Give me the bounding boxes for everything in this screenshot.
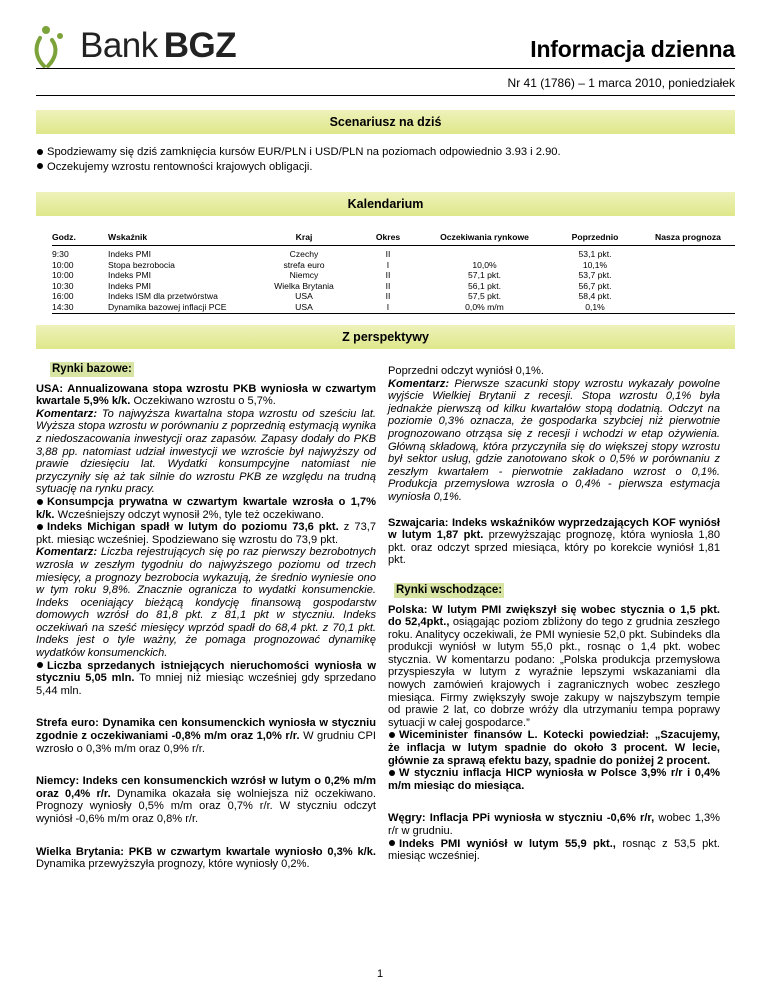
logo-wordmark	[80, 26, 236, 66]
cell-indicator: Stopa bezrobocia	[108, 259, 175, 270]
paragraph-michigan-comment	[36, 546, 376, 659]
body-text: W styczniu inflacja HICP wyniosła w Polsce 3,9% r/r i 0,4% m/m miesiąc do miesiąca.	[388, 767, 720, 792]
bullet-icon	[389, 770, 395, 776]
body-text: przewyższając prognozę, która wyniosła 1,80 pkt. oraz odczyt sprzed miesiąca, który po korekcie wyniósł 1,81 pkt.	[388, 529, 720, 567]
headline: Niemcy: Indeks cen konsumenckich wzrósł w lutym o 0,2% m/m oraz 0,4% r/r.	[36, 775, 376, 800]
body-text: Dynamika przewyższyła prognozy, które wyniosły 0,2%.	[36, 858, 310, 871]
cell-period: II	[385, 280, 391, 291]
cell-country: strefa euro	[283, 259, 325, 270]
cell-forecast	[641, 291, 735, 302]
headline: Polska: W lutym PMI zwiększył się wobec stycznia o 1,5 pkt. do 52,4pkt.,	[388, 603, 720, 629]
body-text: To mniej niż miesiąc wcześniej gdy sprzedano 5,44 mln.	[36, 672, 377, 697]
cell-forecast	[641, 302, 735, 313]
bgz-logo-icon	[30, 22, 80, 72]
cell-indicator: Indeks PMI	[108, 280, 151, 291]
paragraph-poland-hicp	[388, 767, 720, 792]
paragraph-eurozone	[36, 717, 376, 755]
headline: Strefa euro: Dynamika cen konsumenckich wyniosła w styczniu zgodnie z oczekiwaniami -0,8% m/m oraz 1,0% r/r.	[36, 717, 376, 743]
cell-expectations: 57,1 pkt.	[468, 270, 501, 281]
col-header-country: Kraj	[252, 229, 356, 246]
col-header-forecast: Nasza prognoza	[641, 229, 735, 246]
col-header-expectations: Oczekiwania rynkowe	[420, 229, 549, 246]
cell-forecast	[641, 281, 735, 292]
body-text: Wiceminister finansów L. Kotecki powiedział: „Szacujemy, że inflacja w lutym spadnie do około 3 procent. W lecie, głównie za sprawą efektu bazy, spadnie do poniżej 2 procent.	[388, 729, 720, 767]
scenario-item-text: Spodziewamy się dziś zamknięcia kursów EUR/PLN i USD/PLN na poziomach odpowiednio 3.93 i 2.90.	[47, 146, 561, 158]
cell-time: 10:00	[52, 259, 74, 270]
paragraph-poland-minister	[388, 729, 720, 767]
scenario-list	[36, 145, 735, 174]
paragraph-home-sales	[36, 660, 376, 698]
cell-expectations: 0,0% m/m	[420, 302, 549, 313]
paragraph-uk-continued: Poprzedni odczyt wyniósł 0,1%.	[388, 365, 545, 377]
cell-indicator: Indeks PMI	[108, 249, 151, 259]
col-header-period: Okres	[356, 229, 420, 246]
paragraph-uk	[36, 846, 376, 871]
table-row	[52, 246, 735, 260]
calendar-table	[52, 229, 735, 314]
paragraph-usa-comment	[36, 408, 376, 496]
paragraph-switzerland	[388, 517, 720, 567]
cell-previous: 58,4 pkt.	[578, 291, 612, 302]
cell-country: Wielka Brytania	[274, 280, 334, 291]
scenario-item	[36, 145, 735, 160]
body-text: wobec 1,3% r/r w grudniu.	[388, 812, 720, 837]
cell-time: 9:30	[52, 249, 69, 259]
cell-expectations	[420, 246, 549, 260]
cell-period: II	[385, 270, 391, 281]
cell-previous: 10,1%	[582, 259, 608, 270]
subtitle-divider	[36, 95, 735, 96]
headline: Indeks PMI wyniósł w lutym 55,9 pkt.,	[399, 837, 616, 850]
body-text: osiągając poziom zbliżony do tego z grudnia zeszłego roku. Analitycy oczekiwali, że PMI wyniesie 52,0 pkt. Subindeks dla produkcji wyniósł w lutym 55,0 pkt., rosnąc o 1,4 pkt. wobec stycznia. W komentarzu podano: „Polska produkcja przemysłowa przyspieszyła w lutym z wyraźnie lepszymi wskazaniami dla nowych zamówień krajowych i zagranicznych wobec zeszłego miesiąca. Firmy zwiększyły swoje zakupy w najszybszym tempie od prawie 2 lat, co dobrze wróży dla utrzymaniu tempa poprawy sytuacji w całej gospodarce.”	[388, 616, 720, 729]
table-row	[52, 260, 735, 271]
comment-text: Pierwsze szacunki stopy wzrostu wykazały powolne wyjście Wielkiej Brytanii z recesji. Stopa wzrostu 0,1% była jednakże pierwszą od kilku kwartałów stopą dodatnią. Odczyt na poziomie 0,3% oznacza, że gospodarka szybciej niż pierwotnie prognozowano otrząsa się z recesji i wchodzi w etap ożywienia. Główną składową, która przyczyniła się do większej stopy wzrostu był sektor usług, gdzie zanotowano skok o 0,5% w porównaniu z zeszłym kwartałem - pierwotnie zakładano wzrost o 0,1%. Produkcja przemysłowa wzrosła o 0,4% - pierwsza estymacja wyniosła 0,1%.	[388, 377, 720, 503]
body-text: Oczekiwano wzrostu o 5,7%.	[130, 395, 276, 408]
headline: Szwajcaria: Indeks wskaźników wyprzedzających KOF wyniósł w lutym 1,87 pkt.	[388, 516, 720, 542]
scenario-item	[36, 160, 735, 175]
document-subtitle: Nr 41 (1786) – 1 marca 2010, poniedziałek	[507, 76, 735, 90]
cell-country: USA	[252, 302, 356, 313]
scenario-item-text: Oczekujemy wzrostu rentowności krajowych obligacji.	[47, 160, 313, 173]
bullet-icon	[37, 149, 43, 155]
comment-label: Komentarz:	[388, 377, 450, 390]
right-column	[388, 365, 720, 863]
comment-label: Komentarz:	[36, 546, 98, 559]
cell-indicator: Dynamika bazowej inflacji PCE	[108, 302, 252, 313]
calendar-header-row	[52, 229, 735, 246]
document-title: Informacja dzienna	[530, 36, 735, 62]
body-text: rosnąc z 53,5 pkt. miesiąc wcześniej.	[388, 837, 720, 863]
paragraph-michigan	[36, 521, 376, 546]
paragraph-hungary-pmi	[388, 838, 720, 863]
body-text: Wcześniejszy odczyt wynosił 2%, tyle też oczekiwano.	[54, 508, 324, 521]
cell-time: 10:30	[52, 280, 74, 291]
bullet-icon	[37, 499, 43, 505]
paragraph-uk-comment	[388, 378, 720, 504]
cell-forecast	[641, 246, 735, 260]
bullet-icon	[389, 840, 395, 846]
headline: Węgry: Inflacja PPi wyniosła w styczniu -0,6% r/r,	[388, 812, 655, 825]
section-header-perspectives: Z perspektywy	[36, 325, 735, 349]
table-row	[52, 291, 735, 302]
comment-label: Komentarz:	[36, 407, 98, 420]
cell-previous: 56,7 pkt.	[578, 280, 612, 291]
cell-country: Czechy	[289, 249, 319, 259]
cell-previous: 53,7 pkt.	[578, 270, 612, 281]
cell-previous: 0,1%	[549, 302, 641, 313]
cell-indicator: Indeks PMI	[108, 270, 151, 281]
logo-word-bgz: BGZ	[163, 26, 237, 65]
body-text: W grudniu CPI wzrosło o 0,3% m/m oraz 0,9% r/r.	[36, 730, 377, 755]
logo-word-bank: Bank	[80, 26, 158, 65]
cell-country: Niemcy	[289, 270, 319, 281]
cell-expectations: 56,1 pkt.	[468, 280, 501, 291]
cell-indicator: Indeks ISM dla przetwórstwa	[108, 291, 218, 302]
comment-text: To najwyższa kwartalna stopa wzrostu od sześciu lat. Wyższa stopa wzrostu w porównaniu z poprzednią estymacją wynika z niedoszacowania inwestycji oraz zapasów. Zapasy dodały do PKB 3,88 pp. natomiast udział inwestycji we wzroście był najwyższy od prawie dziesięciu lat. Wydatki konsumpcyjne natomiast nie przyczyniły się aż tak silnie do wzrostu PKB ze względu na trudną sytuację na rynku pracy.	[36, 407, 376, 496]
paragraph-poland	[388, 604, 720, 730]
cell-forecast	[641, 260, 735, 271]
cell-time: 14:30	[52, 302, 108, 313]
col-header-indicator: Wskaźnik	[108, 229, 252, 246]
cell-period: II	[385, 249, 391, 259]
cell-expectations: 57,5 pkt.	[468, 291, 501, 302]
cell-period: I	[386, 259, 390, 270]
section-header-scenario: Scenariusz na dziś	[36, 110, 735, 134]
bullet-icon	[37, 163, 43, 169]
cell-time: 16:00	[52, 291, 74, 302]
cell-forecast	[641, 270, 735, 281]
bullet-icon	[389, 732, 395, 738]
cell-previous: 53,1 pkt.	[578, 249, 612, 259]
body-text: z 73,7 pkt. miesiąc wcześniej. Spodziewano się wzrostu do 73,9 pkt.	[36, 521, 376, 546]
bullet-icon	[37, 524, 43, 530]
table-row	[52, 270, 735, 281]
headline: Liczba sprzedanych istniejących nieruchomości wyniosła w styczniu 5,05 mln.	[36, 659, 376, 685]
table-row	[52, 302, 735, 313]
paragraph-usa-gdp	[36, 383, 376, 408]
headline: Indeks Michigan spadł w lutym do poziomu 73,6 pkt.	[47, 521, 339, 534]
bullet-icon	[37, 662, 43, 668]
cell-expectations: 10,0%	[472, 259, 497, 270]
paragraph-hungary	[388, 812, 720, 837]
table-row	[52, 281, 735, 292]
cell-time: 10:00	[52, 270, 74, 281]
body-text: Dynamika okazała się wolniejsza niż oczekiwano. Prognozy wyniosły 0,5% m/m oraz 0,7% r/r. W styczniu odczyt wyniósł -0,6% m/m oraz 0,8% r/r.	[36, 787, 376, 825]
section-tag-emerging-markets: Rynki wschodzące:	[396, 583, 503, 596]
headline: Wielka Brytania: PKB w czwartym kwartale wyniosło 0,3% k/k.	[36, 845, 376, 858]
headline: Konsumpcja prywatna w czwartym kwartale wzrosła o 1,7% k/k.	[36, 495, 376, 521]
comment-text: Liczba rejestrujących się po raz pierwszy bezrobotnych wzrosła w zeszłym tygodniu do najwyższego poziomu od trzech miesięcy, a prognozy bezrobocia wykazują, że średnio wyniesie ono w tym roku 9,8%. Znacznie ogranicza to wydatki konsumenckie. Indeks oceniający bieżącą kondycję finansową gospodarstw domowych wzrósł do 81,8 pkt. z 81,1 pkt w styczniu. Indeks oczekiwań na sześć miesięcy wprzód spadł do 68,4 pkt. z 70,1 pkt. Indeks jest o tyle ważny, że pomaga prognozować dynamikę wydatków konsumenckich.	[36, 546, 376, 660]
section-header-calendar: Kalendarium	[36, 192, 735, 216]
headline: USA: Annualizowana stopa wzrostu PKB wyniosła w czwartym kwartale 5,9% k/k.	[36, 382, 376, 408]
paragraph-consumption	[36, 496, 376, 521]
cell-period: II	[385, 291, 391, 302]
left-column	[36, 362, 376, 871]
col-header-time: Godz.	[52, 229, 108, 246]
paragraph-germany	[36, 775, 376, 825]
cell-country: USA	[295, 291, 313, 302]
page-number: 1	[377, 968, 384, 980]
section-tag-core-markets: Rynki bazowe:	[52, 363, 132, 375]
col-header-previous: Poprzednio	[549, 229, 641, 246]
cell-period: I	[356, 302, 420, 313]
title-divider	[36, 68, 735, 69]
